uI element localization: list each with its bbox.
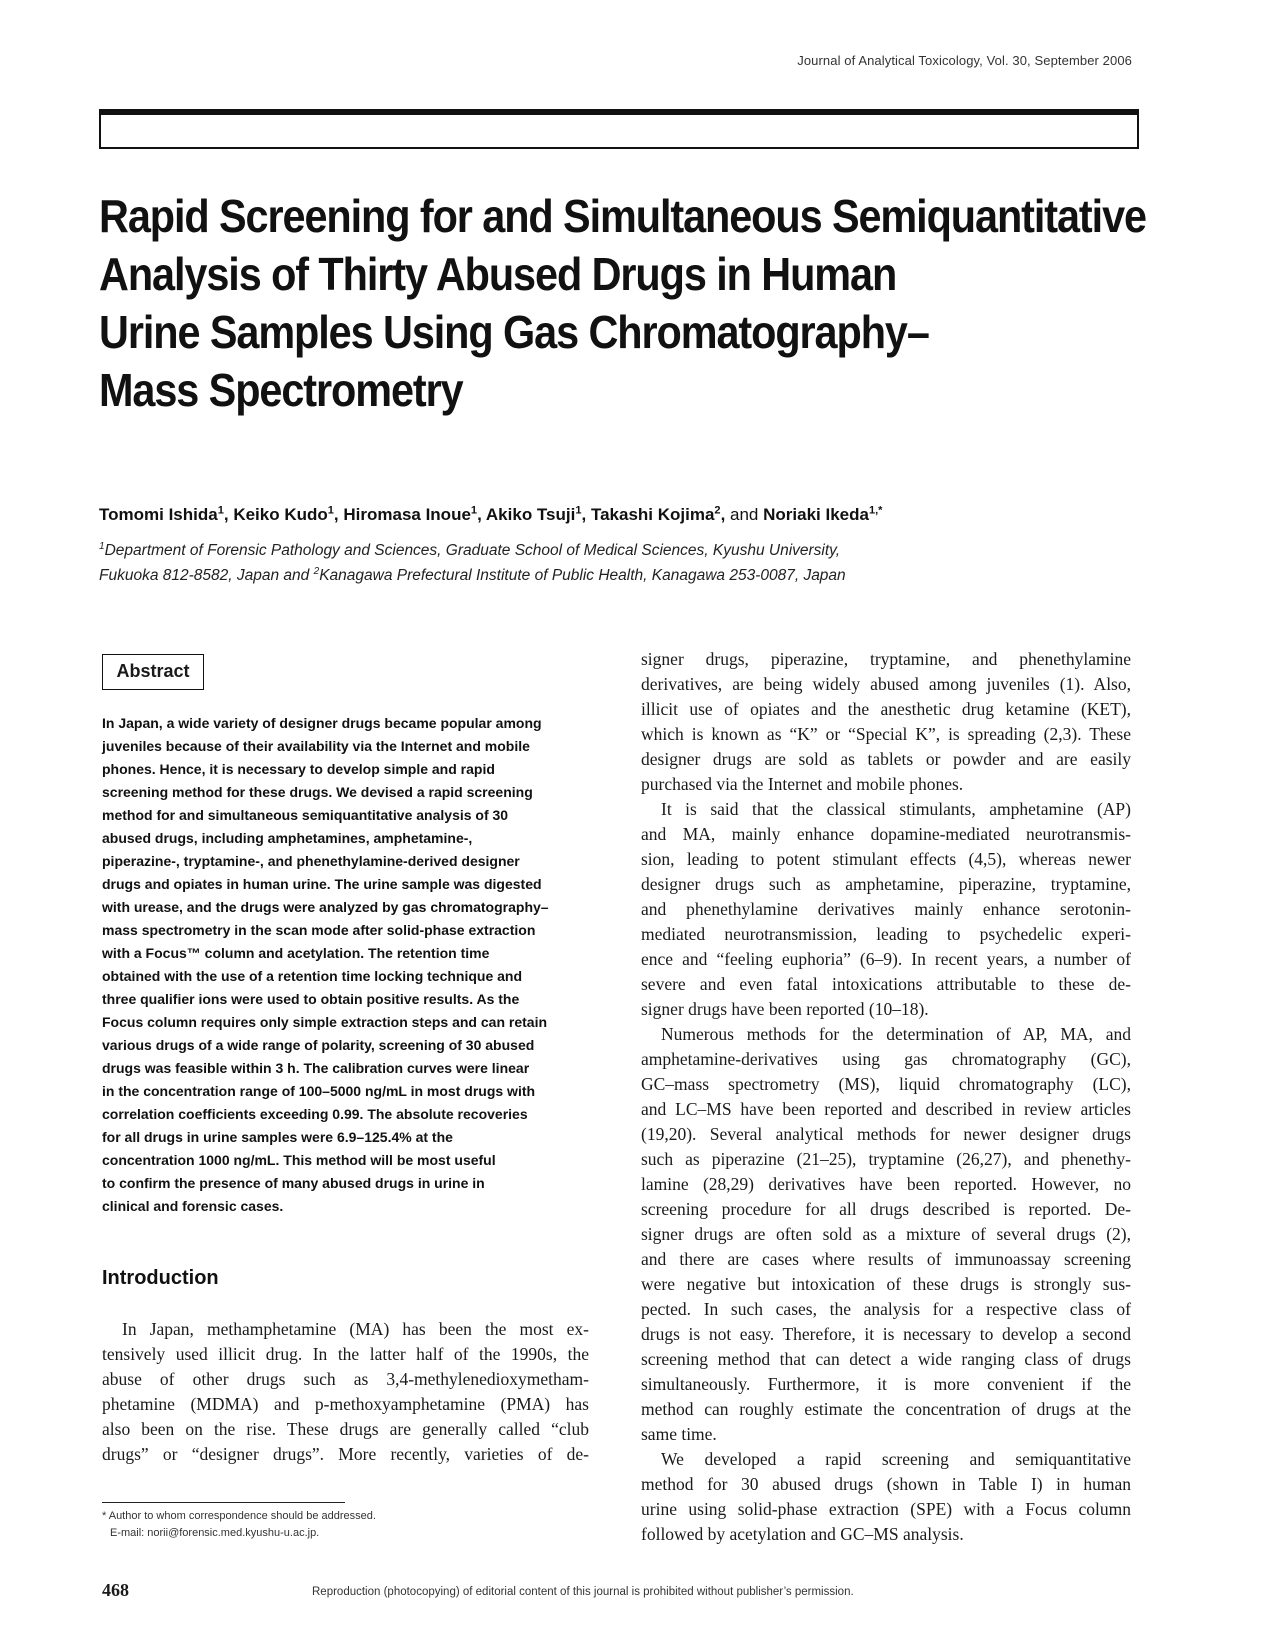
abstract-label: Abstract — [102, 654, 204, 690]
body-text-line: same time. — [641, 1424, 717, 1444]
article-title — [99, 187, 1146, 419]
abstract-line: Focus column requires only simple extraction steps and can retain — [102, 1014, 548, 1030]
abstract-line: with urease, and the drugs were analyzed by gas chromatography– — [102, 899, 549, 915]
affiliation-line — [99, 538, 1099, 563]
body-text-line: phetamine (MDMA) and p-methoxyamphetamine (PMA) has — [102, 1394, 589, 1414]
body-text-line: lamine (28,29) derivatives have been reported. However, no — [641, 1174, 1131, 1194]
body-text-line: derivatives, are being widely abused among juveniles (1). Also, — [641, 674, 1131, 694]
author-separator: , — [223, 505, 234, 524]
body-text-line: drugs is not easy. Therefore, it is necessary to develop a second — [641, 1324, 1131, 1344]
body-text-line: drugs” or “designer drugs”. More recently, varieties of de- — [102, 1444, 589, 1464]
body-text-line: designer drugs are sold as tablets or powder and are easily — [641, 749, 1131, 769]
abstract-line: drugs was feasible within 3 h. The calibration curves were linear — [102, 1060, 530, 1076]
right-column-body — [641, 647, 1131, 1547]
affiliation-text: Department of Forensic Pathology and Sciences, Graduate School of Medical Sciences, Kyushu University, — [104, 542, 841, 559]
abstract-line: In Japan, a wide variety of designer drugs became popular among — [102, 715, 542, 731]
body-text-line: severe and even fatal intoxications attributable to these de- — [641, 974, 1131, 994]
journal-header: Journal of Analytical Toxicology, Vol. 30, September 2006 — [797, 53, 1132, 68]
body-text-line: also been on the rise. These drugs are generally called “club — [102, 1419, 589, 1439]
author-name: Tomomi Ishida — [99, 505, 218, 524]
abstract-line: obtained with the use of a retention time locking technique and — [102, 968, 523, 984]
affiliation-mark: 2 — [313, 565, 320, 577]
body-text-line: illicit use of opiates and the anesthetic drug ketamine (KET), — [641, 699, 1131, 719]
body-text-line: method can roughly estimate the concentration of drugs at the — [641, 1399, 1131, 1419]
abstract-line: concentration 1000 ng/mL. This method will be most useful — [102, 1152, 496, 1168]
body-text-line: such as piperazine (21–25), tryptamine (26,27), and phenethy- — [641, 1149, 1131, 1169]
author-affiliation-mark: 1 — [327, 504, 334, 517]
body-text-line: designer drugs such as amphetamine, piperazine, tryptamine, — [641, 874, 1131, 894]
body-text-line: were negative but intoxication of these drugs is strongly sus- — [641, 1274, 1131, 1294]
correspondence-footnote — [102, 1508, 376, 1542]
abstract-line: three qualifier ions were used to obtain positive results. As the — [102, 991, 520, 1007]
body-text-line: GC–mass spectrometry (MS), liquid chromatography (LC), — [641, 1074, 1131, 1094]
body-text-line: purchased via the Internet and mobile phones. — [641, 774, 964, 794]
body-text-line: pected. In such cases, the analysis for a respective class of — [641, 1299, 1131, 1319]
title-line: Urine Samples Using Gas Chromatography– — [99, 306, 929, 358]
abstract-line: juveniles because of their availability via the Internet and mobile — [102, 738, 530, 754]
abstract-line: drugs and opiates in human urine. The urine sample was digested — [102, 876, 542, 892]
author-affiliation-mark: 2 — [714, 504, 721, 517]
abstract-line: correlation coefficients exceeding 0.99. The absolute recoveries — [102, 1106, 528, 1122]
body-text-line: and LC–MS have been reported and described in review articles — [641, 1099, 1131, 1119]
abstract-line: phones. Hence, it is necessary to develop simple and rapid — [102, 761, 495, 777]
body-text-line: We developed a rapid screening and semiquantitative — [661, 1449, 1131, 1469]
body-text-line: which is known as “K” or “Special K”, is spreading (2,3). These — [641, 724, 1131, 744]
abstract-line: to confirm the presence of many abused drugs in urine in — [102, 1175, 485, 1191]
author-separator: , — [581, 505, 591, 524]
body-text-line: tensively used illicit drug. In the latter half of the 1990s, the — [102, 1344, 589, 1364]
body-text-line: screening method that can detect a wide ranging class of drugs — [641, 1349, 1131, 1369]
footnote-rule — [102, 1502, 345, 1503]
section-heading-introduction: Introduction — [102, 1267, 219, 1289]
author-name: Keiko Kudo — [233, 505, 328, 524]
copyright-notice: Reproduction (photocopying) of editorial content of this journal is prohibited without publisher’s permission. — [312, 1586, 854, 1598]
affiliation-text: Kanagawa Prefectural Institute of Public Health, Kanagawa 253-0087, Japan — [319, 567, 846, 584]
author-separator: , — [720, 505, 731, 524]
title-line: Rapid Screening for and Simultaneous Semiquantitative — [99, 190, 1146, 242]
abstract-line: method for and simultaneous semiquantitative analysis of 30 — [102, 807, 509, 823]
title-line: Mass Spectrometry — [99, 364, 463, 416]
body-text-line: (19,20). Several analytical methods for newer designer drugs — [641, 1124, 1131, 1144]
affiliation-text: Fukuoka 812-8582, Japan and — [99, 567, 314, 584]
body-text-line: abuse of other drugs such as 3,4-methylenedioxymetham- — [102, 1369, 589, 1389]
body-text-line: signer drugs, piperazine, tryptamine, and phenethylamine — [641, 649, 1131, 669]
author-list — [99, 505, 882, 525]
affiliation-mark: 1 — [99, 540, 105, 552]
body-text-line: signer drugs are often sold as a mixture of several drugs (2), — [641, 1224, 1131, 1244]
affiliations — [99, 538, 1099, 588]
author-conjunction: and — [730, 505, 764, 524]
author-name: Akiko Tsuji — [485, 505, 576, 524]
abstract-line: for all drugs in urine samples were 6.9–125.4% at the — [102, 1129, 453, 1145]
body-text-line: amphetamine-derivatives using gas chromatography (GC), — [641, 1049, 1131, 1069]
abstract-line: in the concentration range of 100–5000 ng/mL in most drugs with — [102, 1083, 536, 1099]
abstract-line: with a Focus™ column and acetylation. The retention time — [102, 945, 490, 961]
left-column-body — [102, 1317, 589, 1467]
abstract-line: screening method for these drugs. We devised a rapid screening — [102, 784, 533, 800]
body-text-line: mediated neurotransmission, leading to psychedelic experi- — [641, 924, 1131, 944]
author-affiliation-mark: 1 — [217, 504, 224, 517]
body-text-line: and MA, mainly enhance dopamine-mediated neurotransmis- — [641, 824, 1131, 844]
author-separator: , — [477, 505, 486, 524]
body-text-line: and phenethylamine derivatives mainly enhance serotonin- — [641, 899, 1131, 919]
author-affiliation-mark: 1,* — [868, 504, 883, 517]
author-name: Takashi Kojima — [590, 505, 715, 524]
author-separator: , — [333, 505, 344, 524]
author-affiliation-mark: 1 — [575, 504, 582, 517]
abstract-line: mass spectrometry in the scan mode after solid-phase extraction — [102, 922, 536, 938]
author-name: Hiromasa Inoue — [343, 505, 471, 524]
author-name: Noriaki Ikeda — [763, 505, 869, 524]
body-text-line: Numerous methods for the determination of AP, MA, and — [661, 1024, 1131, 1044]
body-text-line: and there are cases where results of immunoassay screening — [641, 1249, 1131, 1269]
body-text-line: It is said that the classical stimulants, amphetamine (AP) — [661, 799, 1131, 819]
author-affiliation-mark: 1 — [470, 504, 478, 517]
abstract-line: clinical and forensic cases. — [102, 1198, 284, 1214]
body-text-line: simultaneously. Furthermore, it is more convenient if the — [641, 1374, 1131, 1394]
abstract-body — [102, 712, 602, 1218]
body-text-line: urine using solid-phase extraction (SPE) with a Focus column — [641, 1499, 1131, 1519]
page-number: 468 — [102, 1580, 129, 1600]
abstract-line: various drugs of a wide range of polarity, screening of 30 abused — [102, 1037, 535, 1053]
abstract-line: abused drugs, including amphetamines, amphetamine-, — [102, 830, 473, 846]
body-text-line: method for 30 abused drugs (shown in Table I) in human — [641, 1474, 1131, 1494]
abstract-line: piperazine-, tryptamine-, and phenethylamine-derived designer — [102, 853, 520, 869]
body-text-line: sion, leading to potent stimulant effects (4,5), whereas newer — [641, 849, 1131, 869]
footnote-email: E-mail: norii@forensic.med.kyushu-u.ac.jp. — [110, 1527, 320, 1539]
body-text-line: In Japan, methamphetamine (MA) has been the most ex- — [122, 1319, 589, 1339]
body-text-line: signer drugs have been reported (10–18). — [641, 999, 929, 1019]
header-rule-box — [99, 109, 1139, 149]
affiliation-line — [99, 563, 1099, 588]
body-text-line: followed by acetylation and GC–MS analysis. — [641, 1524, 964, 1544]
body-text-line: ence and “feeling euphoria” (6–9). In recent years, a number of — [641, 949, 1131, 969]
body-text-line: screening procedure for all drugs described is reported. De- — [641, 1199, 1131, 1219]
title-line: Analysis of Thirty Abused Drugs in Human — [99, 248, 897, 300]
footnote-line: * Author to whom correspondence should be addressed. — [102, 1510, 376, 1522]
